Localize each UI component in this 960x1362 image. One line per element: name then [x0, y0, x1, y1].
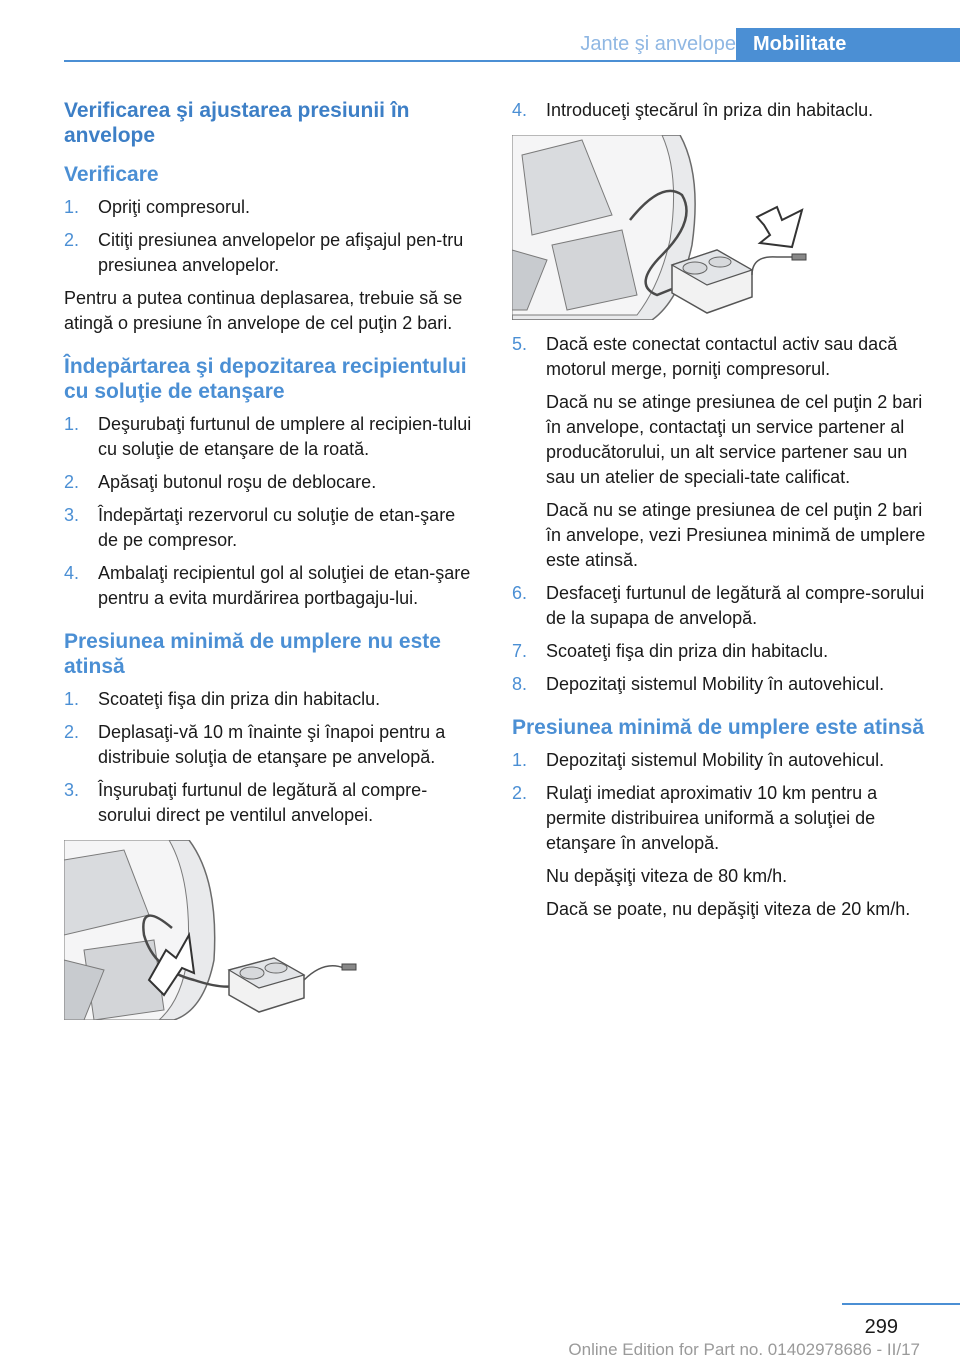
list-item — [512, 748, 932, 773]
step-text: Deşurubaţi furtunul de umplere al recipien‐tului cu soluţie de etanşare de la roată. — [98, 414, 472, 459]
procedure-steps-continued — [512, 332, 932, 697]
header-divider — [64, 60, 960, 62]
remove-steps — [64, 412, 479, 611]
step-text: Deplasaţi-vă 10 m înainte şi înapoi pentru a distribuie soluţia de etanşare pe anvelopă. — [98, 722, 446, 767]
step-text: Depozitaţi sistemul Mobility în autovehicul. — [546, 674, 885, 694]
step-number: 2. — [64, 472, 80, 492]
step-number: 1. — [512, 750, 528, 770]
step-number: 3. — [64, 780, 80, 800]
step-number: 8. — [512, 674, 528, 694]
compressor-valve-illustration — [64, 840, 364, 1020]
procedure-steps — [512, 98, 932, 123]
step-text: Depozitaţi sistemul Mobility în autovehicul. — [546, 750, 885, 770]
list-item — [512, 639, 932, 664]
step-text: Îndepărtaţi rezervorul cu soluţie de etan‐şare de pe compresor. — [98, 505, 456, 550]
right-column — [512, 98, 932, 930]
footer-divider — [842, 1303, 960, 1305]
step-number: 2. — [64, 722, 80, 742]
min-reached-steps — [512, 748, 932, 922]
remove-heading: Îndepărtarea şi depozitarea recipientului cu soluţie de etanşare — [64, 355, 467, 403]
step-text: Introduceţi ştecărul în priza din habitaclu. — [546, 100, 874, 120]
step-number: 5. — [512, 334, 528, 354]
step-text: Ambalaţi recipientul gol al soluţiei de etan‐şare pentru a evita murdărirea portbagaju‐lui. — [98, 563, 471, 608]
step-text: Citiţi presiunea anvelopelor pe afişajul pen‐tru presiunea anvelopelor. — [98, 230, 464, 275]
list-item — [512, 98, 932, 123]
min-reached-heading: Presiunea minimă de umplere este atinsă — [512, 716, 925, 739]
list-item — [64, 195, 479, 220]
list-item — [512, 332, 932, 573]
list-item — [64, 778, 479, 828]
step-number: 2. — [64, 230, 80, 250]
list-item — [64, 561, 479, 611]
list-item — [64, 503, 479, 553]
step-number: 7. — [512, 641, 528, 661]
step-number: 4. — [64, 563, 80, 583]
step-text: Înşurubaţi furtunul de legătură al compre‐sorului direct pe ventilul anvelopei. — [98, 780, 428, 825]
page-title: Verificarea şi ajustarea presiunii în anvelope — [64, 99, 410, 147]
step-subparagraph: Dacă nu se atinge presiunea de cel puţin 2 bari în anvelope, contactaţi un service partener al producătorului, un alt service partener sau un sau un atelier de speciali‐tate calificat. — [546, 392, 923, 487]
arrow-icon — [757, 207, 802, 247]
step-text: Rulaţi imediat aproximativ 10 km pentru a permite distribuirea uniformă a soluţiei de etanşare în anvelopă. — [546, 783, 878, 853]
step-text: Dacă este conectat contactul activ sau dacă motorul merge, porniţi compresorul. — [546, 334, 898, 379]
step-number: 1. — [64, 414, 80, 434]
list-item — [64, 470, 479, 495]
step-number: 3. — [64, 505, 80, 525]
step-subparagraph: Dacă nu se atinge presiunea de cel puţin 2 bari în anvelope, vezi Presiunea minimă de umplere este atinsă. — [546, 500, 926, 570]
list-item — [512, 672, 932, 697]
step-number: 2. — [512, 783, 528, 803]
list-item — [64, 687, 479, 712]
check-heading: Verificare — [64, 163, 159, 186]
list-item — [512, 781, 932, 922]
compressor-plug-illustration — [512, 135, 812, 320]
list-item — [512, 581, 932, 631]
list-item — [64, 720, 479, 770]
list-item — [64, 412, 479, 462]
step-number: 1. — [64, 689, 80, 709]
step-subparagraph: Nu depăşiţi viteza de 80 km/h. — [546, 866, 788, 886]
check-note: Pentru a putea continua deplasarea, trebuie să se atingă o presiune în anvelope de cel puţin 2 bari. — [64, 288, 463, 333]
step-subparagraph: Dacă se poate, nu depăşiţi viteza de 20 km/h. — [546, 899, 911, 919]
step-text: Apăsaţi butonul roşu de deblocare. — [98, 472, 377, 492]
header-active-section: Mobilitate — [736, 28, 960, 60]
page-number: 299 — [864, 1316, 898, 1338]
wheel-rim-graphic — [64, 840, 215, 1020]
step-text: Desfaceţi furtunul de legătură al compre‐sorului de la supapa de anvelopă. — [546, 583, 925, 628]
step-text: Scoateţi fişa din priza din habitaclu. — [546, 641, 829, 661]
step-number: 1. — [64, 197, 80, 217]
compressor-graphic — [229, 958, 304, 1012]
wheel-rim-graphic — [512, 135, 695, 320]
min-not-reached-steps — [64, 687, 479, 828]
edition-footer: Online Edition for Part no. 01402978686 - II/17 — [568, 1340, 920, 1359]
check-steps — [64, 195, 479, 278]
step-number: 4. — [512, 100, 528, 120]
header-section-label: Jante şi anvelope — [580, 33, 736, 55]
min-not-reached-heading: Presiunea minimă de umplere nu este atinsă — [64, 630, 441, 678]
list-item — [64, 228, 479, 278]
step-text: Opriţi compresorul. — [98, 197, 251, 217]
step-number: 6. — [512, 583, 528, 603]
step-text: Scoateţi fişa din priza din habitaclu. — [98, 689, 381, 709]
left-column — [64, 98, 479, 1032]
